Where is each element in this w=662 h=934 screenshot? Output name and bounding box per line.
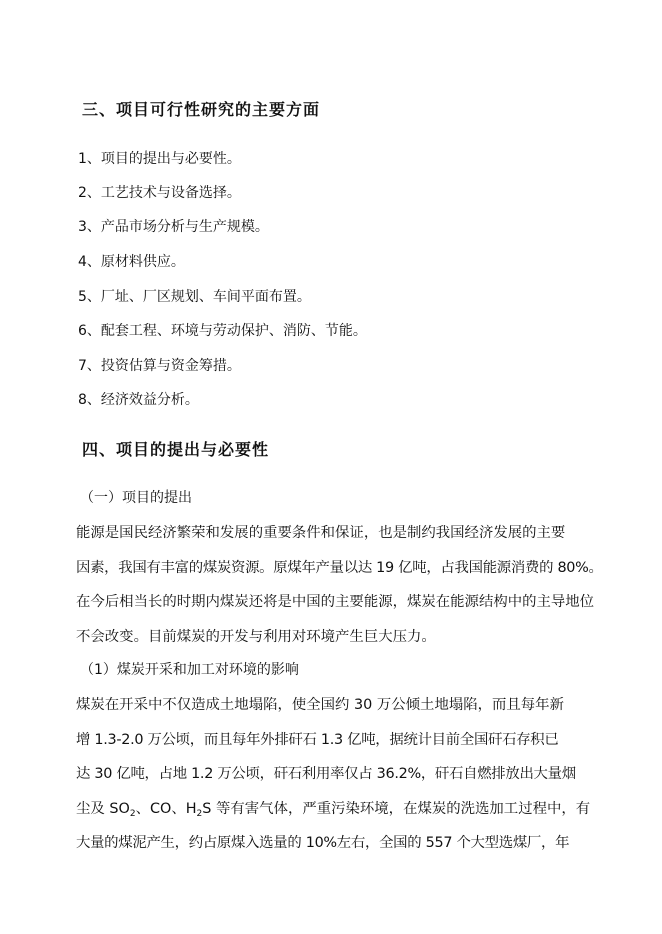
- text-segment: 、CO、H: [135, 801, 197, 817]
- list-item: 8、经济效益分析。: [78, 392, 199, 408]
- section-4-heading: 四、项目的提出与必要性: [82, 440, 270, 459]
- paragraph-line-with-subscripts: [76, 797, 590, 819]
- subscript: 2: [196, 809, 203, 819]
- list-item: 7、投资估算与资金筹措。: [78, 358, 241, 374]
- list-item: 2、工艺技术与设备选择。: [78, 185, 241, 201]
- paragraph-line: 能源是国民经济繁荣和发展的重要条件和保证，也是制约我国经济发展的主要: [76, 525, 566, 541]
- paragraph-line: 煤炭在开采中不仅造成土地塌陷，使全国约 30 万公倾土地塌陷，而且每年新: [76, 697, 564, 713]
- paragraph-line: 因素，我国有丰富的煤炭资源。原煤年产量以达 19 亿吨，占我国能源消费的 80%。: [76, 560, 603, 576]
- list-item: 1、项目的提出与必要性。: [78, 151, 241, 167]
- text-segment: 尘及 SO: [76, 801, 130, 817]
- subsection-title: （一）项目的提出: [80, 490, 192, 506]
- list-item: 6、配套工程、环境与劳动保护、消防、节能。: [78, 323, 367, 339]
- paragraph-line: 在今后相当长的时期内煤炭还将是中国的主要能源，煤炭在能源结构中的主导地位: [76, 594, 595, 610]
- list-item: 4、原材料供应。: [78, 254, 185, 270]
- list-item: 5、厂址、厂区规划、车间平面布置。: [78, 289, 311, 305]
- subsection-title: （1）煤炭开采和加工对环境的影响: [80, 662, 299, 678]
- paragraph-line: 大量的煤泥产生，约占原煤入选量的 10%左右，全国的 557 个大型选煤厂，年: [76, 835, 570, 851]
- text-segment: S 等有害气体，严重污染环境，在煤炭的洗选加工过程中，有: [202, 801, 591, 817]
- paragraph-line: 增 1.3-2.0 万公顷，而且每年外排矸石 1.3 亿吨，据统计目前全国矸石存积已: [76, 732, 559, 748]
- list-item: 3、产品市场分析与生产规模。: [78, 219, 269, 235]
- paragraph-line: 不会改变。目前煤炭的开发与利用对环境产生巨大压力。: [76, 629, 436, 645]
- section-3-heading: 三、项目可行性研究的主要方面: [82, 100, 321, 119]
- paragraph-line: 达 30 亿吨，占地 1.2 万公顷，矸石利用率仅占 36.2%，矸石自燃排放出大量烟: [76, 766, 576, 782]
- subscript: 2: [129, 809, 136, 819]
